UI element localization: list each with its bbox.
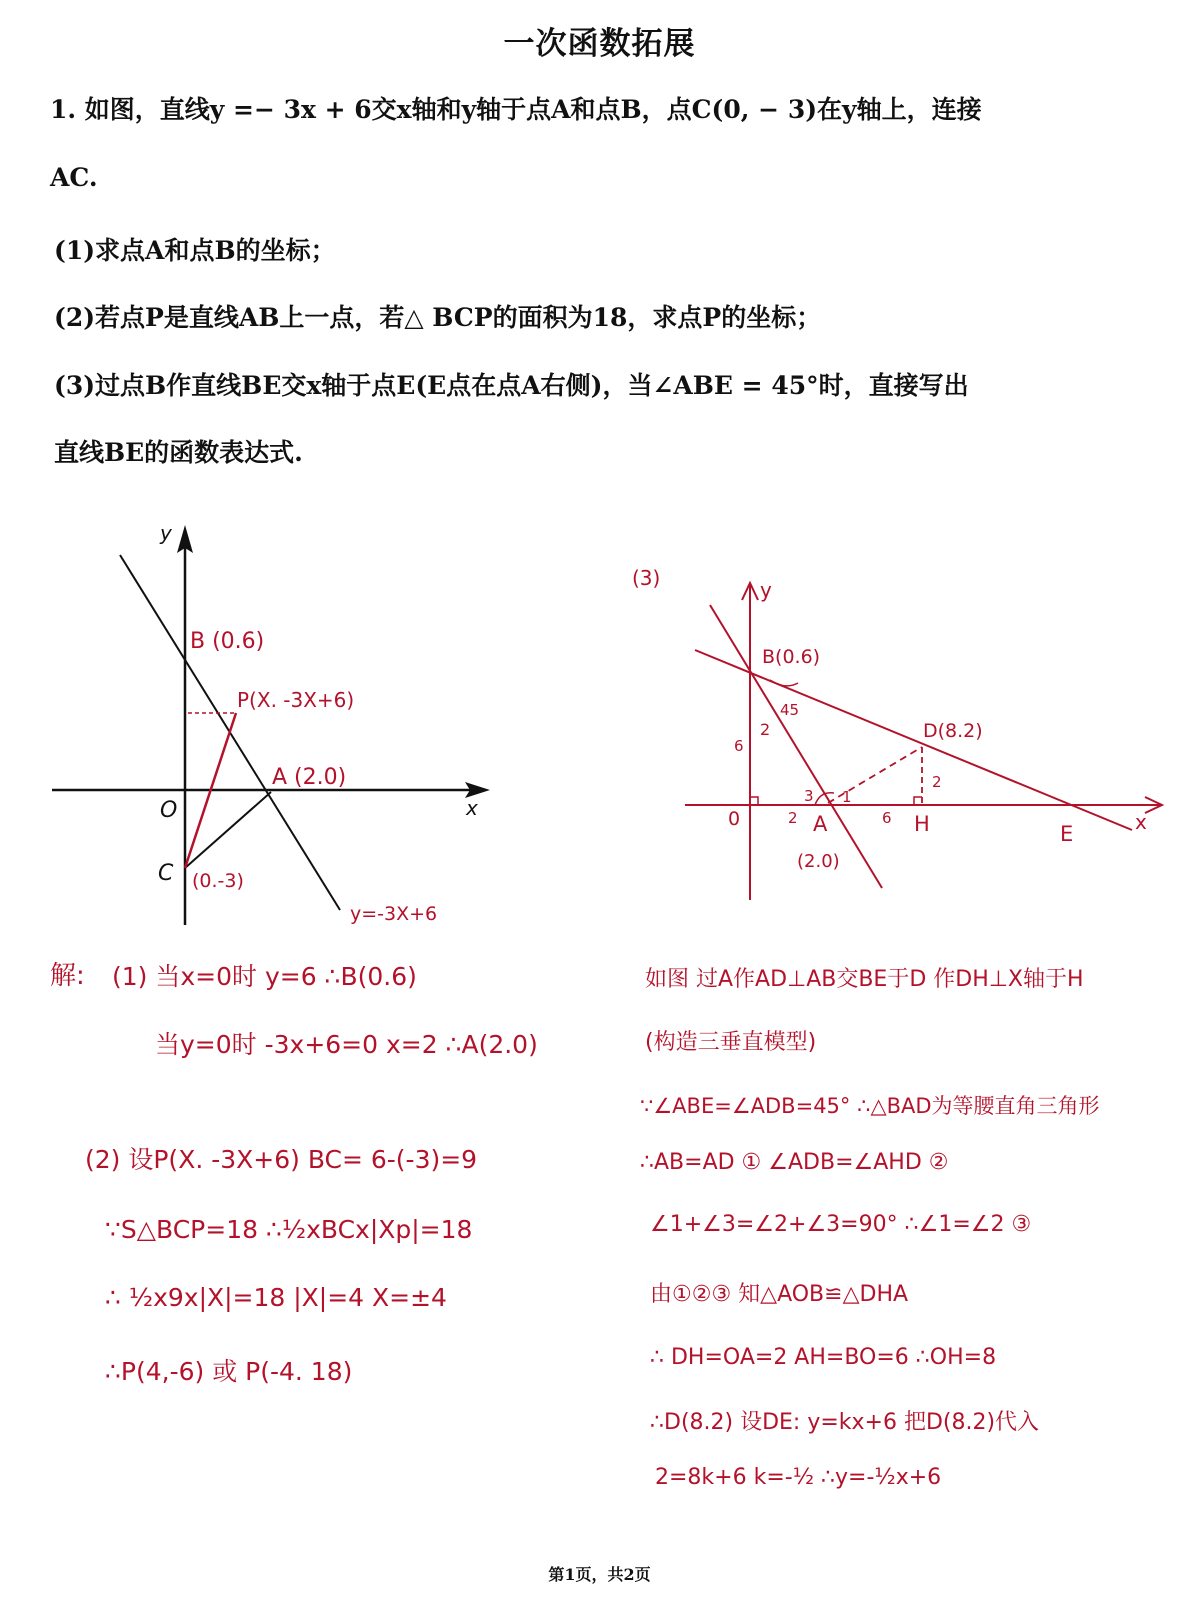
left-label-origin: O — [160, 798, 178, 823]
solution-3-line-1: 如图 过A作AD⊥AB交BE于D 作DH⊥X轴于H — [645, 967, 1084, 992]
left-label-a: A (2.0) — [272, 765, 347, 790]
right-label-y: y — [760, 578, 772, 602]
right-label-3: 3 — [804, 787, 814, 805]
right-label-1: 1 — [842, 788, 852, 806]
left-label-x: x — [466, 796, 478, 820]
solution-3-line-9: 2=8k+6 k=-½ ∴y=-½x+6 — [655, 1465, 942, 1490]
solution-2-line-4: ∴P(4,-6) 或 P(-4. 18) — [105, 1357, 353, 1386]
solution-2-line-2: ∵S△BCP=18 ∴½xBCx|Xp|=18 — [105, 1215, 473, 1244]
left-label-p: P(X. -3X+6) — [237, 688, 355, 712]
left-label-b: B (0.6) — [190, 629, 265, 654]
right-label-dh: 2 — [932, 773, 942, 791]
page-title: 一次函数拓展 — [503, 26, 696, 62]
right-label-ah: 6 — [882, 809, 892, 827]
right-label-a: A — [813, 812, 828, 836]
left-label-c-coord: (0.-3) — [192, 870, 244, 892]
figure-right — [620, 555, 1180, 905]
right-label-a-coord: (2.0) — [797, 851, 840, 872]
right-label-6: 6 — [734, 737, 744, 755]
solution-3-line-5: ∠1+∠3=∠2+∠3=90° ∴∠1=∠2 ③ — [650, 1212, 1032, 1237]
solution-3-line-4: ∴AB=AD ① ∠ADB=∠AHD ② — [640, 1150, 949, 1175]
question-part-3-line-2: 直线BE的函数表达式. — [54, 438, 303, 467]
page-footer: 第1页，共2页 — [548, 1565, 651, 1584]
right-label-x: x — [1135, 810, 1147, 834]
right-label-d: D(8.2) — [923, 720, 983, 742]
right-label-angle-45: 45 — [780, 701, 800, 719]
solution-3-line-2: (构造三垂直模型) — [645, 1030, 817, 1055]
question-line-1: 1. 如图，直线y =− 3x + 6交x轴和y轴于点A和点B，点C(0, − 3)在y轴上，连接 — [50, 95, 982, 124]
solution-1-line-2: 当y=0时 -3x+6=0 x=2 ∴A(2.0) — [155, 1030, 538, 1059]
right-label-b: B(0.6) — [762, 646, 821, 668]
right-label-e: E — [1060, 822, 1074, 846]
right-label-part: (3) — [632, 566, 661, 590]
question-part-2: (2)若点P是直线AB上一点，若△ BCP的面积为18，求点P的坐标； — [54, 303, 822, 332]
solution-2-line-1: (2) 设P(X. -3X+6) BC= 6-(-3)=9 — [85, 1145, 478, 1174]
solution-label: 解: — [50, 961, 85, 991]
question-part-3-line-1: (3)过点B作直线BE交x轴于点E(E点在点A右侧)，当∠ABE = 45°时，直接写出 — [54, 371, 969, 400]
left-label-y: y — [160, 521, 172, 545]
question-line-2: AC. — [50, 163, 98, 192]
solution-3-line-7: ∴ DH=OA=2 AH=BO=6 ∴OH=8 — [650, 1345, 997, 1370]
right-angle-h — [914, 797, 922, 805]
solution-3-line-3: ∵∠ABE=∠ADB=45° ∴△BAD为等腰直角三角形 — [640, 1094, 1100, 1118]
right-label-angle-2: 2 — [760, 720, 771, 739]
right-label-h: H — [914, 812, 930, 836]
left-label-line: y=-3X+6 — [350, 903, 438, 925]
right-angle-arc-b — [770, 680, 798, 686]
right-label-oa: 2 — [788, 809, 798, 827]
figure-left — [40, 515, 540, 935]
left-label-c: C — [158, 861, 174, 886]
question-part-1: (1)求点A和点B的坐标； — [54, 236, 336, 265]
right-label-origin: 0 — [728, 808, 741, 830]
solution-2-line-3: ∴ ½x9x|X|=18 |X|=4 X=±4 — [105, 1283, 447, 1312]
solution-3-line-6: 由①②③ 知△AOB≌△DHA — [650, 1282, 909, 1307]
solution-3-line-8: ∴D(8.2) 设DE: y=kx+6 把D(8.2)代入 — [650, 1410, 1040, 1435]
right-angle-o — [750, 797, 758, 805]
solution-1-line-1: (1) 当x=0时 y=6 ∴B(0.6) — [112, 962, 417, 991]
